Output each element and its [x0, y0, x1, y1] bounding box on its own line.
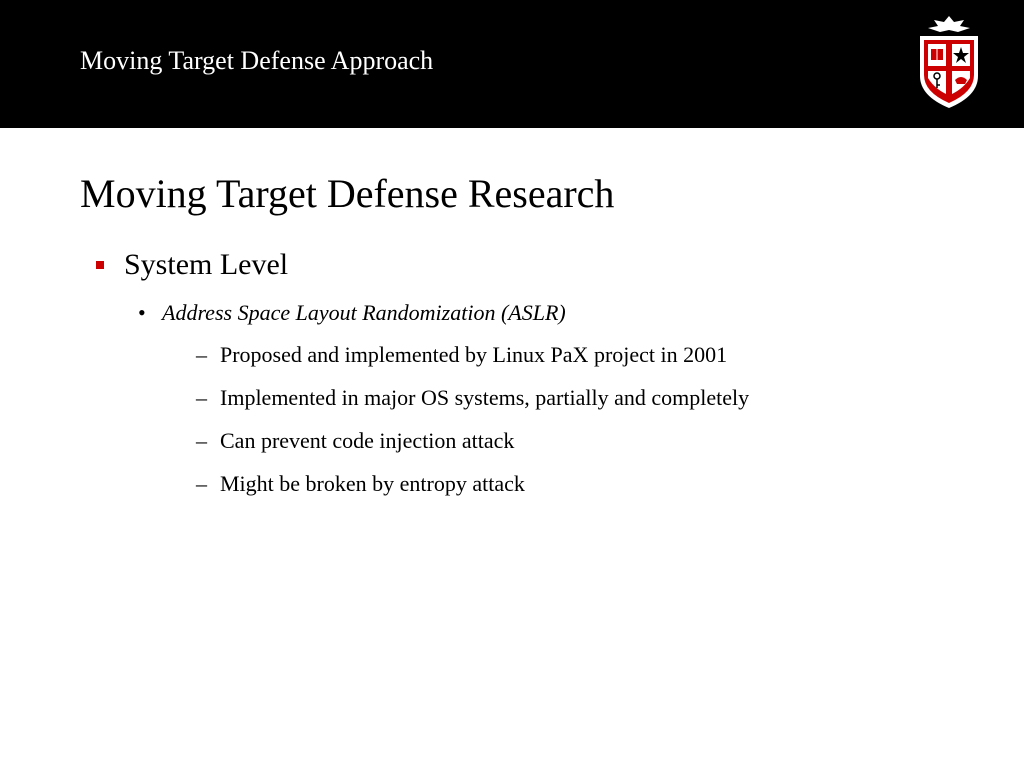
bullet-level3-text: Can prevent code injection attack: [220, 428, 515, 453]
dash-bullet-icon: –: [196, 471, 207, 496]
university-shield-logo: [914, 14, 984, 110]
slide-title: Moving Target Defense Research: [80, 171, 615, 216]
bullet-level2-text: Address Space Layout Randomization (ASLR): [162, 300, 566, 325]
dot-bullet-icon: •: [138, 300, 146, 325]
bullet-level3-text: Might be broken by entropy attack: [220, 471, 525, 496]
header-band: [0, 0, 1024, 128]
square-bullet-icon: [96, 261, 104, 269]
bullet-level1-text: System Level: [124, 248, 289, 281]
bullet-level3-text: Proposed and implemented by Linux PaX project in 2001: [220, 342, 728, 367]
dash-bullet-icon: –: [196, 342, 207, 367]
dash-bullet-icon: –: [196, 385, 207, 410]
header-title: Moving Target Defense Approach: [80, 46, 434, 75]
bullet-level3-text: Implemented in major OS systems, partially and completely: [220, 385, 750, 410]
dash-bullet-icon: –: [196, 428, 207, 453]
